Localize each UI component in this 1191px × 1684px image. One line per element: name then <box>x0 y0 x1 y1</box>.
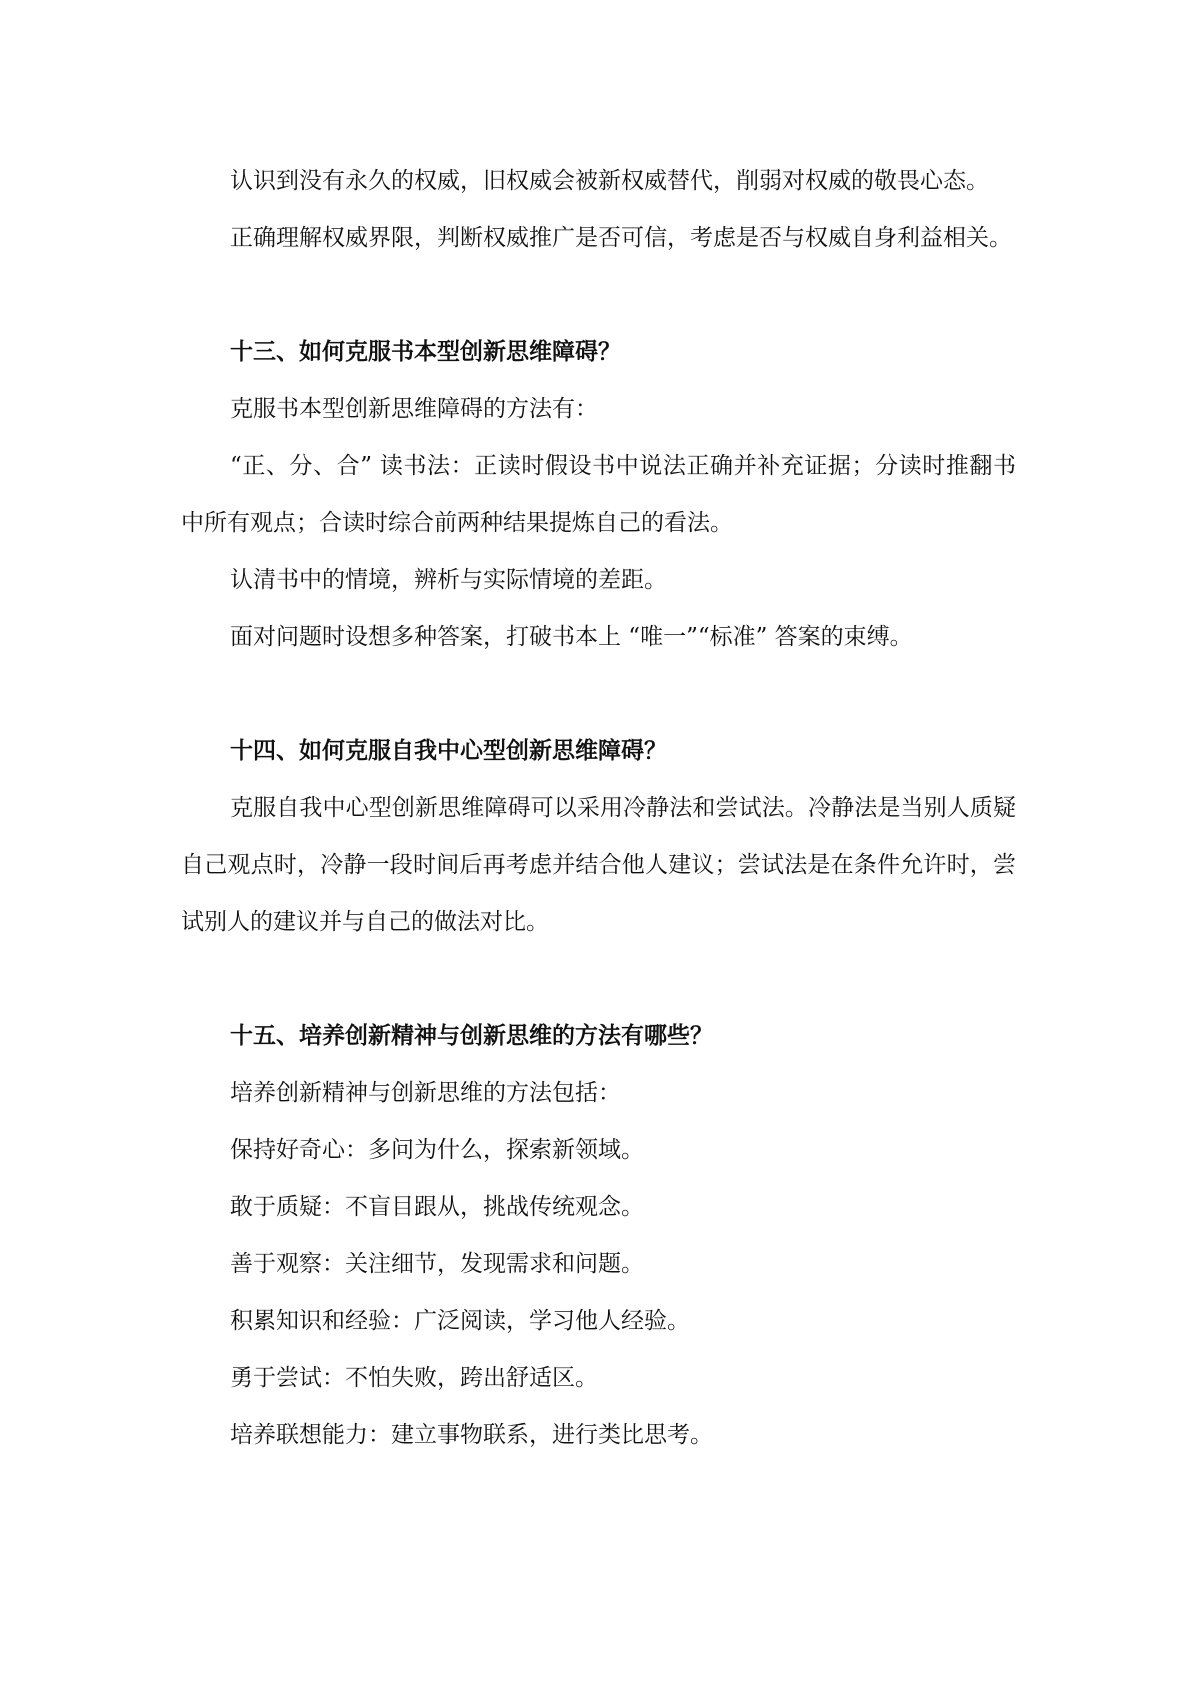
section-15 <box>181 1008 1016 1464</box>
section-heading: 十五、培养创新精神与创新思维的方法有哪些？ <box>230 1023 713 1049</box>
paragraph: 面对问题时设想多种答案，打破书本上 “唯一”“标准” 答案的束缚。 <box>230 624 913 650</box>
list-item: 积累知识和经验：广泛阅读，学习他人经验。 <box>230 1308 690 1334</box>
paragraph: 培养创新精神与创新思维的方法包括： <box>230 1080 621 1106</box>
list-item: 保持好奇心：多问为什么，探索新领域。 <box>230 1137 644 1163</box>
section-heading: 十三、如何克服书本型创新思维障碍？ <box>230 339 621 365</box>
section-gap <box>181 951 1016 1008</box>
list-item: 善于观察：关注细节，发现需求和问题。 <box>230 1251 644 1277</box>
list-item: 敢于质疑：不盲目跟从，挑战传统观念。 <box>230 1194 644 1220</box>
paragraph: 认识到没有永久的权威，旧权威会被新权威替代，削弱对权威的敬畏心态。 <box>230 168 989 194</box>
list-item: 培养联想能力：建立事物联系，进行类比思考。 <box>230 1422 713 1448</box>
paragraph: 正确理解权威界限，判断权威推广是否可信，考虑是否与权威自身利益相关。 <box>230 225 1012 251</box>
paragraph: 认清书中的情境，辨析与实际情境的差距。 <box>230 567 667 593</box>
paragraph: “正、分、合” 读书法：正读时假设书中说法正确并补充证据；分读时推翻书中所有观点；合读时综合前两种结果提炼自己的看法。 <box>181 453 1016 536</box>
section-14 <box>181 723 1016 951</box>
section-13 <box>181 324 1016 666</box>
section-heading: 十四、如何克服自我中心型创新思维障碍？ <box>230 738 667 764</box>
section-gap <box>181 267 1016 324</box>
section-gap <box>181 666 1016 723</box>
list-item: 勇于尝试：不怕失败，跨出舒适区。 <box>230 1365 598 1391</box>
paragraph: 克服书本型创新思维障碍的方法有： <box>230 396 598 422</box>
document-body <box>181 153 1016 1464</box>
paragraph: 克服自我中心型创新思维障碍可以采用冷静法和尝试法。冷静法是当别人质疑自己观点时，冷静一段时间后再考虑并结合他人建议；尝试法是在条件允许时，尝试别人的建议并与自己的做法对比。 <box>181 795 1016 935</box>
